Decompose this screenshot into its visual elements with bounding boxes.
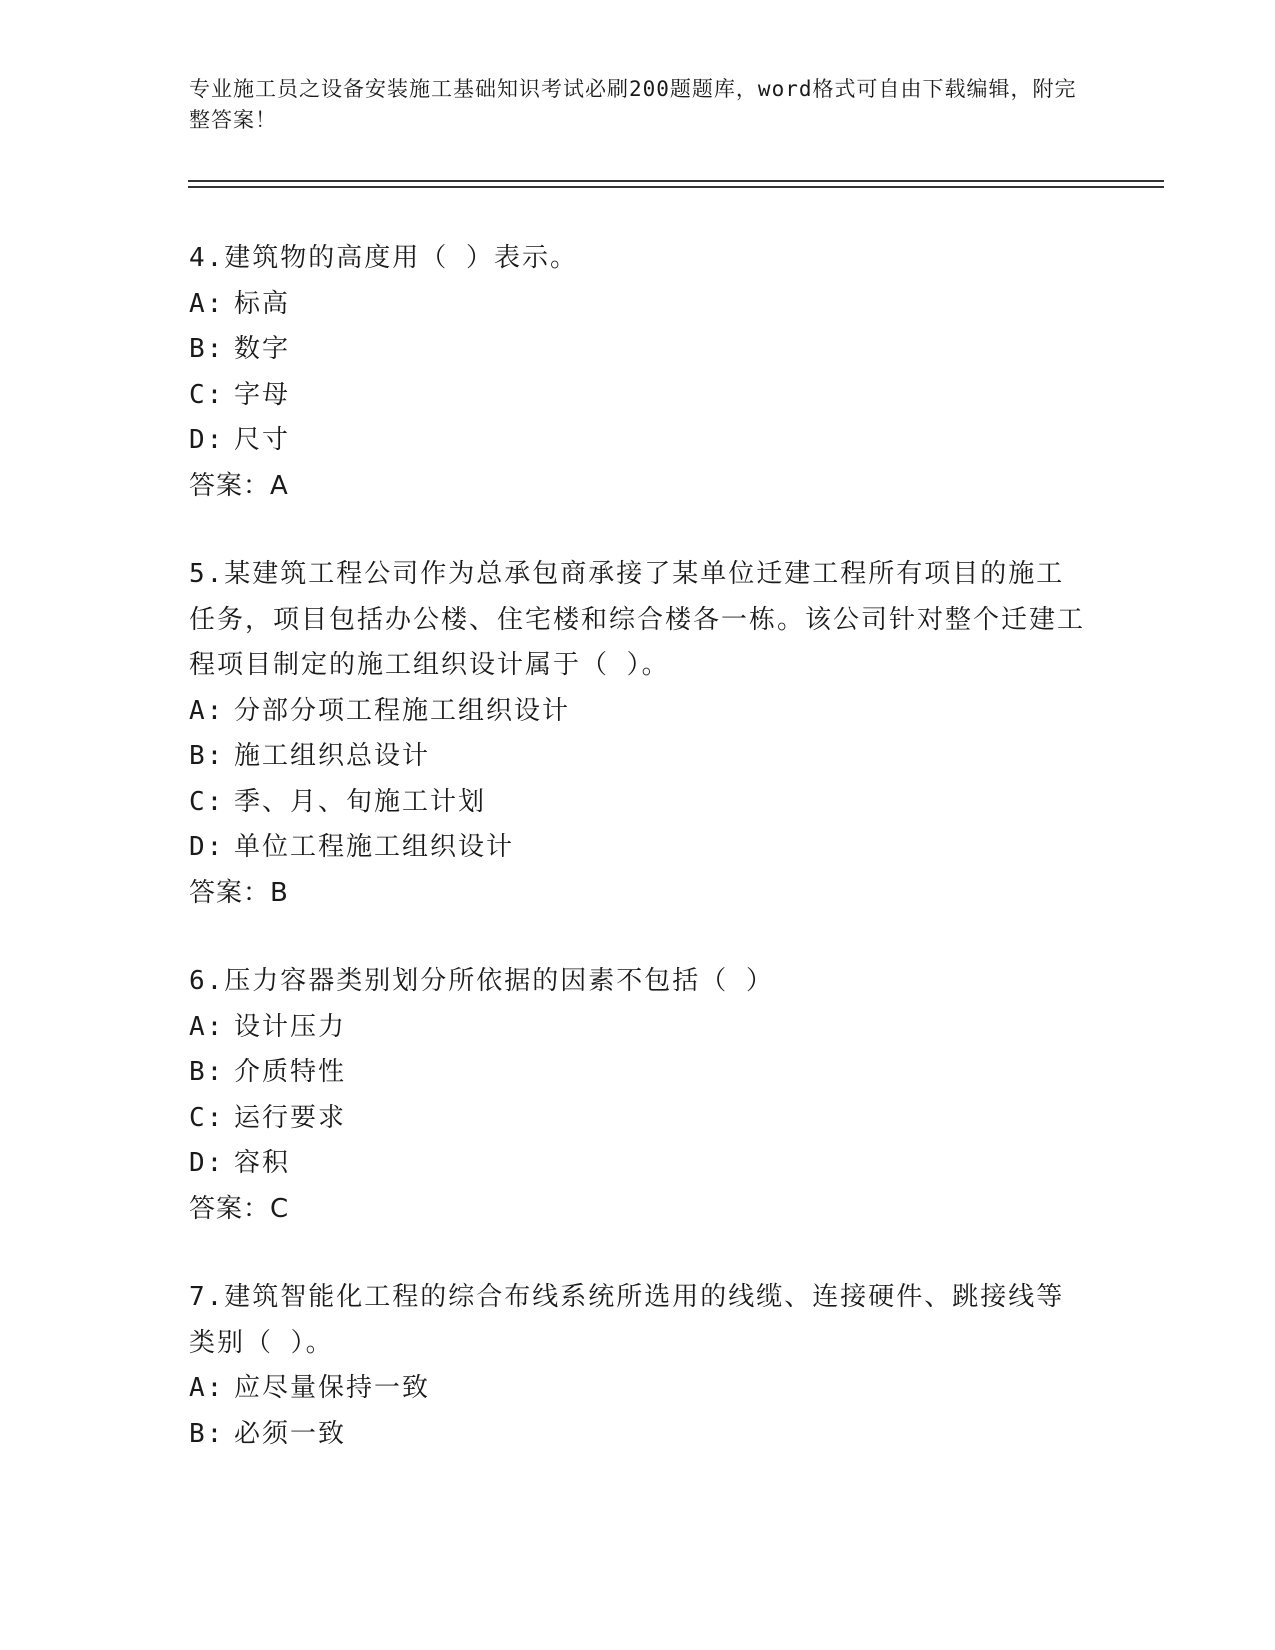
option-letter: A: [189, 1373, 225, 1403]
option-a [189, 1005, 1089, 1051]
option-text: 季、月、旬施工计划 [234, 786, 487, 817]
header-rule-top [188, 180, 1164, 182]
question-5 [189, 552, 1089, 916]
option-text: 施工组织总设计 [234, 741, 431, 771]
option-letter: B: [189, 334, 225, 364]
option-letter: B: [189, 1057, 225, 1087]
question-stem: 4.建筑物的高度用（ ）表示。 [189, 243, 578, 273]
option-c [189, 1096, 1089, 1142]
option-text: 设计压力 [234, 1011, 347, 1042]
option-d [189, 1141, 1089, 1187]
option-text: 尺寸 [234, 425, 291, 455]
header-rule-bottom [188, 186, 1164, 188]
option-d [189, 418, 1089, 464]
option-letter: B: [189, 741, 225, 771]
option-a [189, 1366, 1089, 1412]
option-letter: D: [189, 425, 225, 455]
option-text: 标高 [234, 288, 291, 319]
option-letter: D: [189, 832, 225, 862]
question-stem: 7.建筑智能化工程的综合布线系统所选用的线缆、连接硬件、跳接线等类别（ ）。 [189, 1282, 1065, 1358]
option-text: 单位工程施工组织设计 [234, 832, 515, 862]
document-header: 专业施工员之设备安装施工基础知识考试必刷200题题库，word格式可自由下载编辑，附完整答案！ [189, 77, 1077, 132]
option-text: 必须一致 [234, 1418, 347, 1449]
answer-line: 答案：C [189, 1193, 290, 1224]
question-stem: 6.压力容器类别划分所依据的因素不包括（ ） [189, 966, 774, 996]
option-text: 字母 [234, 379, 291, 410]
option-d [189, 825, 1089, 871]
option-letter: D: [189, 1148, 225, 1178]
option-b [189, 1412, 1089, 1458]
answer-line: 答案：B [189, 877, 289, 908]
question-4 [189, 236, 1089, 509]
answer-line: 答案：A [189, 470, 289, 501]
option-b [189, 1050, 1089, 1096]
option-letter: C: [189, 379, 225, 410]
option-text: 应尽量保持一致 [234, 1373, 431, 1403]
option-b [189, 734, 1089, 780]
question-stem: 5.某建筑工程公司作为总承包商承接了某单位迁建工程所有项目的施工任务，项目包括办公楼、住宅楼和综合楼各一栋。该公司针对整个迁建工程项目制定的施工组织设计属于（ ）。 [189, 559, 1086, 680]
option-text: 运行要求 [234, 1102, 347, 1133]
question-list [189, 236, 1089, 1500]
option-b [189, 327, 1089, 373]
option-c [189, 373, 1089, 419]
option-letter: C: [189, 1102, 225, 1133]
option-letter: A: [189, 288, 225, 319]
option-text: 分部分项工程施工组织设计 [234, 695, 571, 726]
option-letter: C: [189, 786, 225, 817]
option-letter: A: [189, 695, 225, 726]
option-text: 容积 [234, 1148, 291, 1178]
option-c [189, 780, 1089, 826]
option-a [189, 282, 1089, 328]
option-letter: A: [189, 1011, 225, 1042]
option-text: 介质特性 [234, 1057, 347, 1087]
option-text: 数字 [234, 334, 291, 364]
option-a [189, 689, 1089, 735]
question-7 [189, 1275, 1089, 1457]
option-letter: B: [189, 1418, 225, 1449]
question-6 [189, 959, 1089, 1232]
